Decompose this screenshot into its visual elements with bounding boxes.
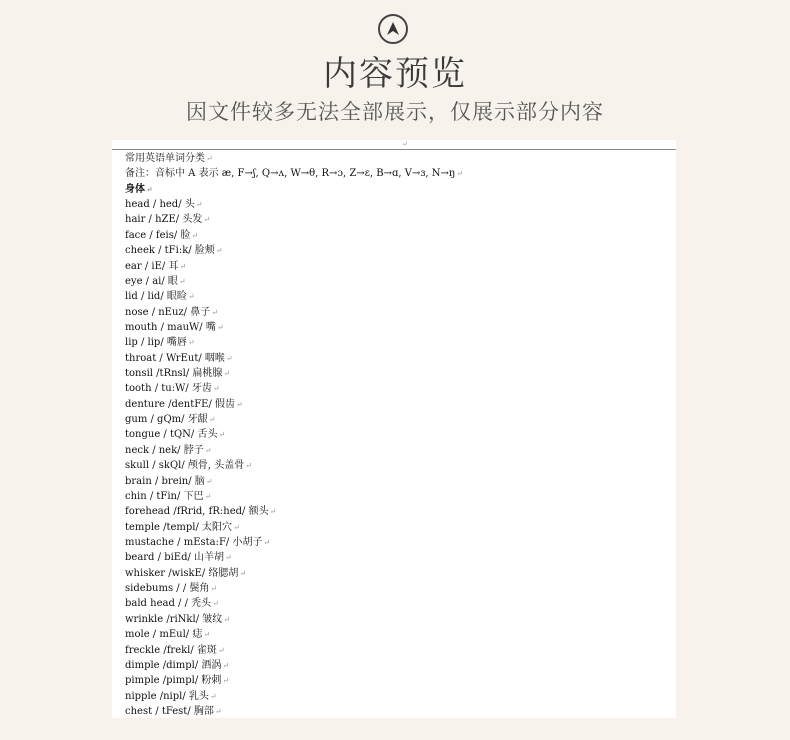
paragraph-mark: ↵	[146, 183, 153, 194]
paragraph-mark: ↵	[215, 246, 223, 256]
document-line-text: wrinkle /riNkl/ 皱纹	[125, 613, 223, 625]
paragraph-mark: ↵	[187, 292, 195, 302]
document-line-text: mustache / mEsta:F/ 小胡子	[125, 536, 263, 548]
paragraph-mark: ↵	[456, 169, 464, 179]
document-line	[125, 504, 670, 519]
paragraph-mark: ↵	[195, 200, 203, 210]
document-line-text: neck / nek/ 脖子	[125, 444, 204, 456]
document-line	[125, 535, 670, 550]
document-line-text: lid / lid/ 眼睑	[125, 291, 187, 303]
document-line-text: mole / mEul/ 痣	[125, 629, 203, 641]
document-line-text: brain / brein/ 脑	[125, 475, 205, 487]
document-line	[125, 366, 670, 381]
document-line-text: lip / lip/ 嘴唇	[125, 337, 187, 349]
document-line	[125, 259, 670, 274]
document-line	[125, 627, 670, 642]
document-line	[125, 320, 670, 335]
paragraph-mark: ↵	[179, 261, 187, 271]
document-line-text: sidebums / / 鬓角	[125, 583, 210, 595]
document-line-text: chest / tFest/ 胸部	[125, 705, 214, 717]
page-subtitle: 因文件较多无法全部展示，仅展示部分内容	[186, 100, 604, 124]
paragraph-mark: ↵	[269, 507, 277, 517]
paragraph-mark: ↵	[178, 276, 186, 286]
document-line-text: tooth / tu:W/ 牙齿	[125, 383, 212, 395]
document-line	[125, 335, 670, 350]
paragraph-mark: ↵	[216, 322, 224, 332]
document-line	[125, 581, 670, 596]
paragraph-mark: ↵	[205, 476, 213, 486]
paragraph-mark: ↵	[217, 645, 225, 655]
document-line	[125, 381, 670, 396]
document-line-text: pimple /pimpl/ 粉刺	[125, 675, 222, 687]
paragraph-mark: ↵	[223, 369, 231, 379]
document-line	[125, 166, 670, 181]
document-line	[125, 212, 670, 227]
document-line	[125, 566, 670, 581]
paragraph-mark: ↵	[222, 676, 230, 686]
document-line	[125, 474, 670, 489]
document-line	[125, 228, 670, 243]
document-line	[125, 520, 670, 535]
page-title: 内容预览	[323, 54, 467, 94]
document-line	[125, 351, 670, 366]
document-line-text: dimple /dimpl/ 酒涡	[125, 659, 222, 671]
paragraph-mark: ↵	[225, 553, 232, 563]
document-line-text: denture /dentFE/ 假齿	[125, 398, 236, 410]
document-line	[125, 151, 670, 166]
document-line	[125, 550, 670, 565]
document-line-text: nose / nEuz/ 鼻子	[125, 306, 211, 318]
paragraph-mark: ↵	[239, 568, 247, 578]
document-line-text: eye / ai/ 眼	[125, 275, 178, 287]
document-line-text: forehead /fRrid, fR:hed/ 额头	[125, 506, 269, 518]
document-line-text: mouth / mauW/ 嘴	[125, 321, 216, 333]
document-line	[125, 397, 670, 412]
paragraph-mark: ↵	[236, 399, 243, 409]
paragraph-mark: ↵	[222, 660, 230, 670]
document-line-text: chin / tFin/ 下巴	[125, 490, 204, 502]
paragraph-mark: ↵	[203, 630, 211, 640]
paragraph-mark: ↵	[263, 537, 271, 547]
paragraph-mark: ↵	[223, 614, 230, 624]
paragraph-mark: ↵	[402, 140, 408, 148]
paragraph-mark: ↵	[233, 522, 240, 532]
document-line	[125, 182, 670, 197]
document-line	[125, 673, 670, 688]
document-line	[125, 689, 670, 704]
document-line-text: temple /templ/ 太阳穴	[125, 521, 233, 533]
paragraph-mark: ↵	[208, 415, 216, 425]
paragraph-mark: ↵	[214, 706, 222, 716]
document-line-text: 备注：音标中 A 表示 æ, F→ʃ, Q→ʌ, W→θ, R→ɔ, Z→ε, B→ɑ, V→ɜ, N→ŋ	[125, 168, 456, 180]
paragraph-mark: ↵	[209, 691, 217, 701]
document-line	[125, 489, 670, 504]
paragraph-mark: ↵	[204, 445, 212, 455]
document-line	[125, 289, 670, 304]
document-line-text: nipple /nipl/ 乳头	[125, 690, 209, 702]
arrow-up-logo-icon	[378, 14, 408, 44]
document-line-text: 常用英语单词分类	[125, 153, 205, 164]
paragraph-mark: ↵	[206, 154, 213, 163]
document-line-text: ear / iE/ 耳	[125, 260, 179, 272]
document-line	[125, 427, 670, 442]
paragraph-mark: ↵	[212, 599, 219, 609]
document-preview	[112, 140, 676, 718]
document-line	[125, 596, 670, 611]
document-line	[125, 305, 670, 320]
document-line-text: gum / gQm/ 牙龈	[125, 414, 208, 426]
document-line-text: beard / biEd/ 山羊胡	[125, 552, 225, 564]
document-line	[125, 704, 670, 718]
header-rule	[112, 149, 676, 150]
document-line-text: freckle /frekl/ 雀斑	[125, 644, 217, 656]
document-line	[125, 274, 670, 289]
document-line-text: whisker /wiskE/ 络腮胡	[125, 567, 239, 579]
paragraph-mark: ↵	[204, 491, 212, 501]
document-line	[125, 243, 670, 258]
document-line	[125, 643, 670, 658]
document-line-text: tonsil /tRnsl/ 扁桃腺	[125, 368, 223, 380]
document-line	[125, 658, 670, 673]
document-line	[125, 197, 670, 212]
document-line	[125, 443, 670, 458]
paragraph-mark: ↵	[212, 384, 220, 394]
document-line-text: bald head / / 秃头	[125, 598, 212, 610]
preview-header	[0, 0, 790, 140]
document-line	[125, 458, 670, 473]
paragraph-mark: ↵	[187, 338, 195, 348]
document-line-text: face / feis/ 脸	[125, 229, 191, 241]
document-line	[125, 612, 670, 627]
document-line-text: cheek / tFi:k/ 脸颊	[125, 245, 215, 257]
paragraph-mark: ↵	[225, 353, 233, 363]
paragraph-mark: ↵	[211, 307, 218, 317]
paragraph-mark: ↵	[203, 215, 211, 225]
paragraph-mark: ↵	[245, 461, 252, 471]
paragraph-mark: ↵	[210, 584, 218, 594]
document-line-text: tongue / tQN/ 舌头	[125, 429, 218, 441]
document-line-text: skull / skQl/ 颅骨, 头盖骨	[125, 460, 245, 472]
document-line-text: throat / WrEut/ 咽喉	[125, 352, 225, 364]
document-line	[125, 412, 670, 427]
document-line-text: head / hed/ 头	[125, 199, 195, 211]
paragraph-mark: ↵	[191, 230, 199, 240]
document-line-text: hair / hZE/ 头发	[125, 214, 203, 226]
document-line-text: 身体	[125, 183, 145, 195]
document-lines	[125, 151, 670, 718]
paragraph-mark: ↵	[218, 430, 226, 440]
